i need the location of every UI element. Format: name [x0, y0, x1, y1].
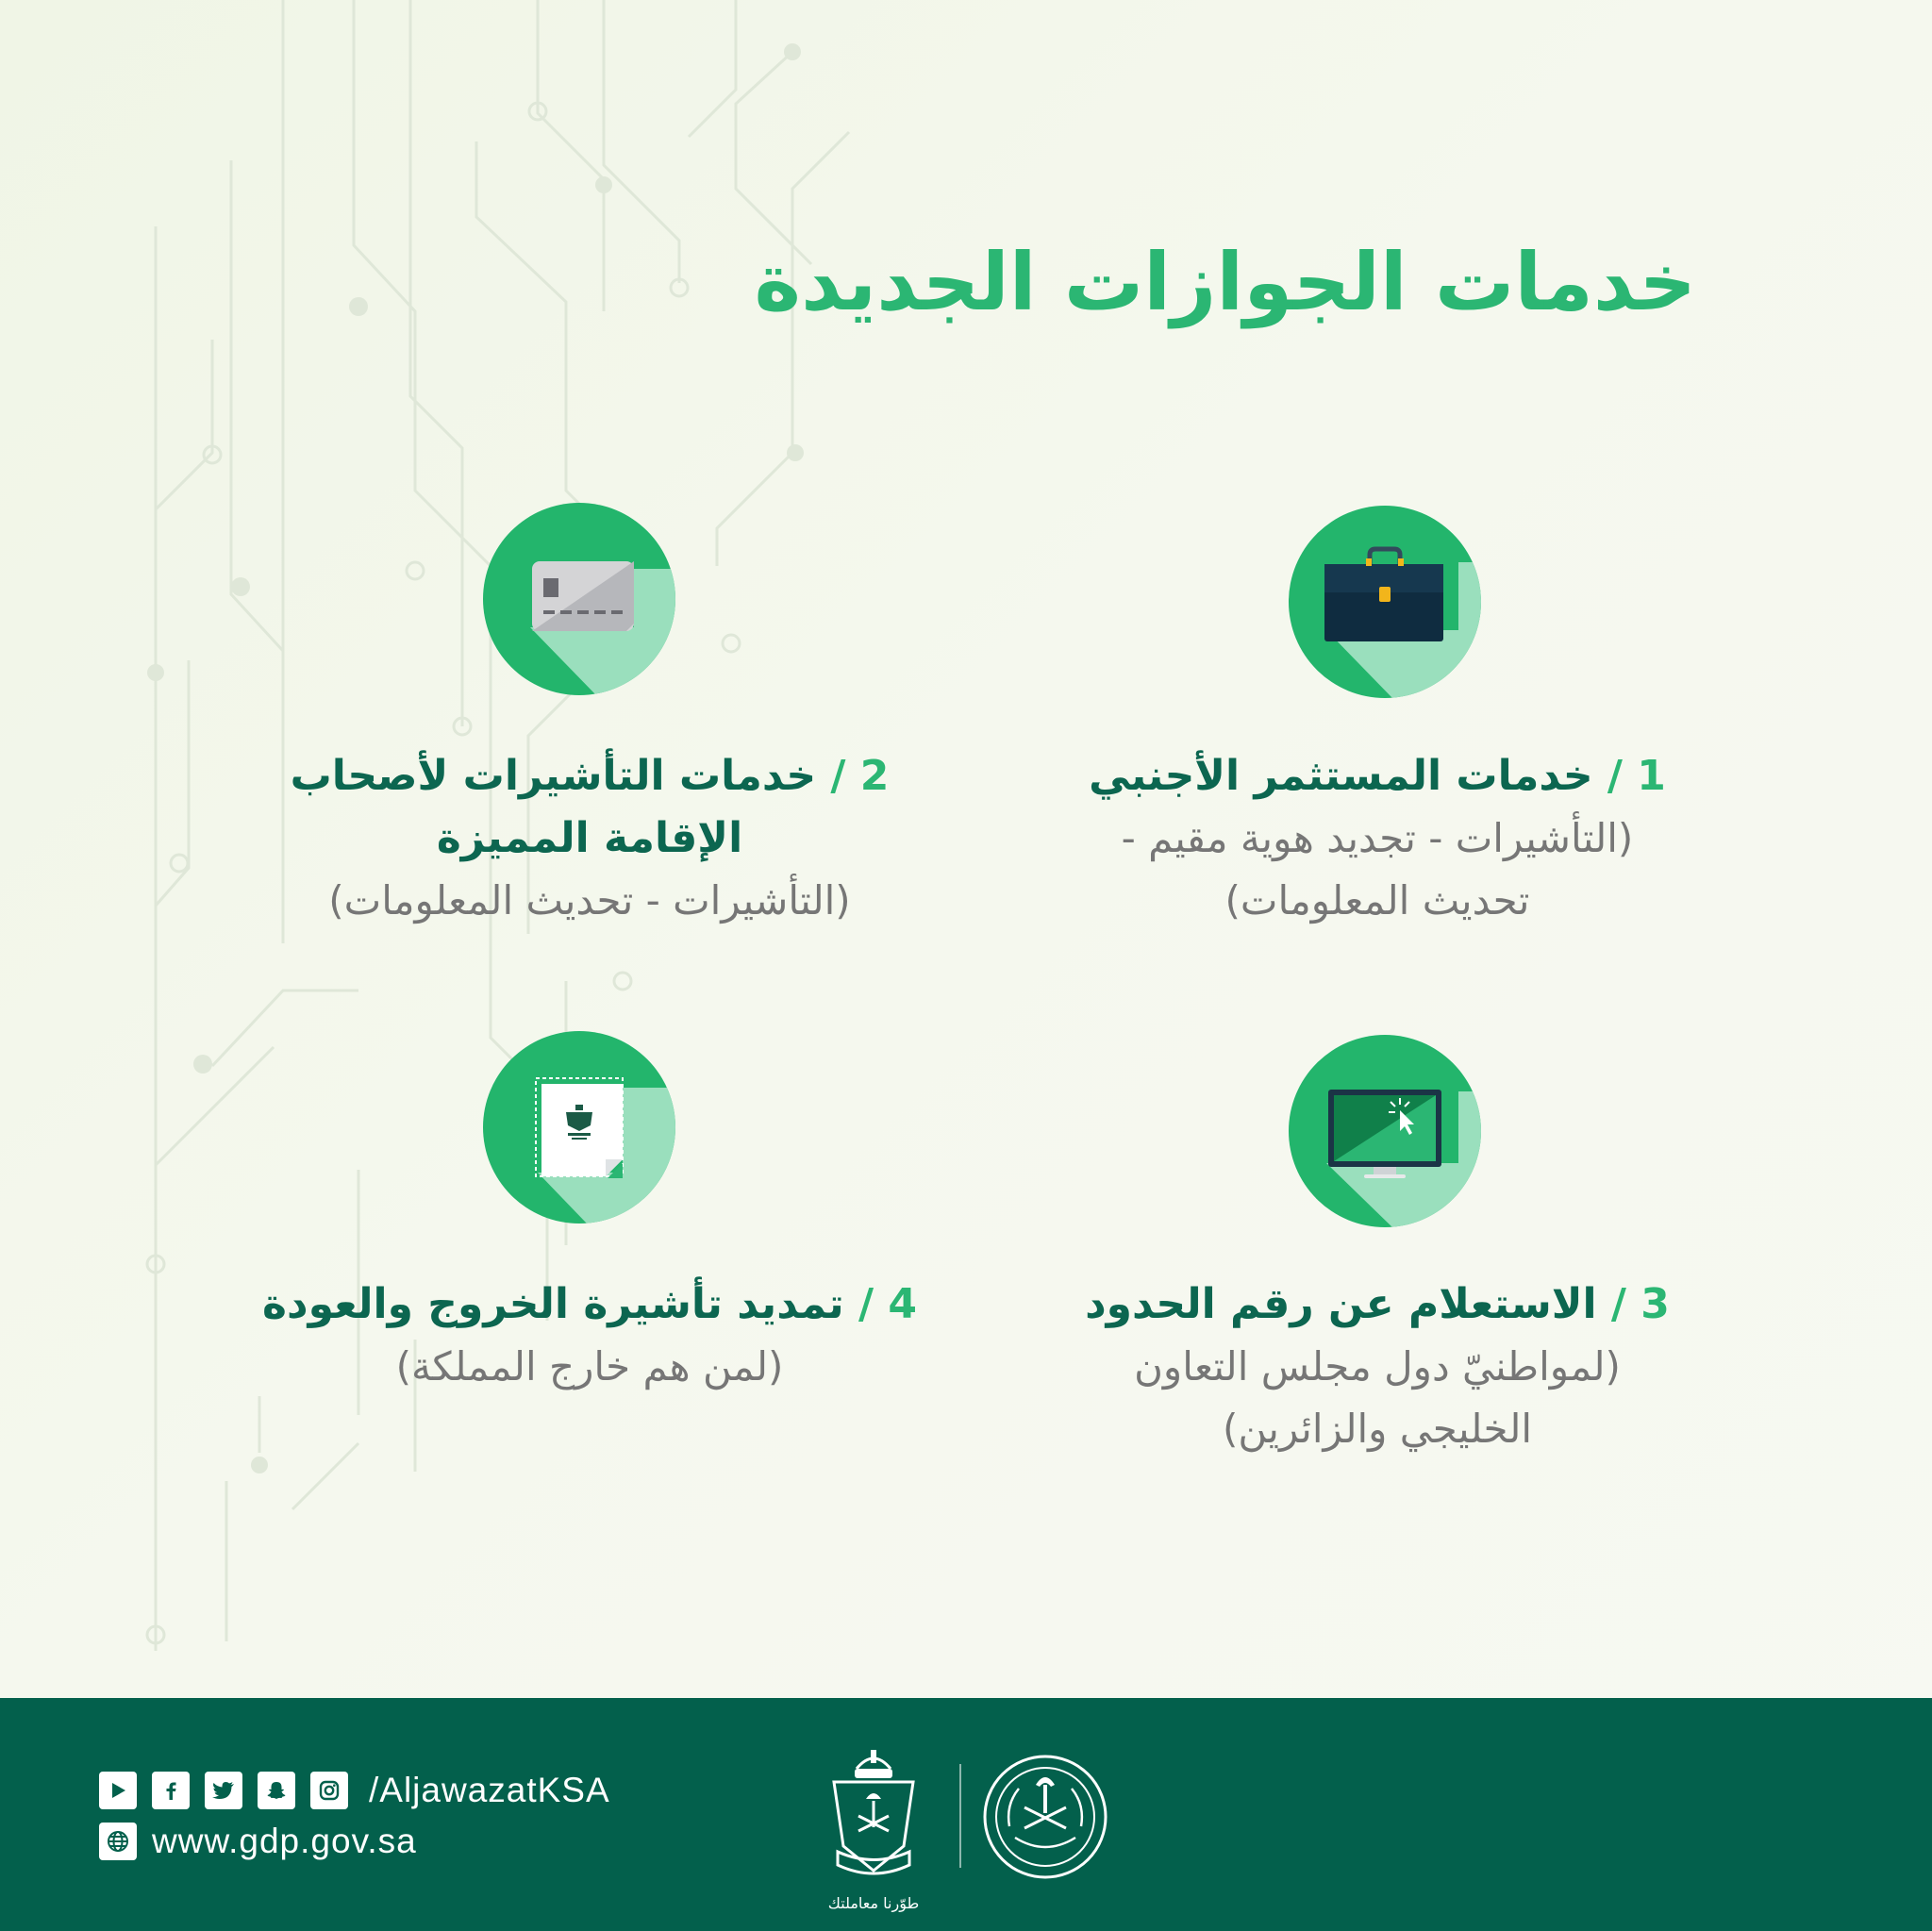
social-links — [99, 1771, 610, 1810]
service-3-desc-line-1: (لمواطنيّ دول مجلس التعاون — [1134, 1343, 1621, 1390]
service-2-title-line-2: الإقامة المميزة — [436, 814, 743, 862]
service-4-desc-line-1: (لمن هم خارج المملكة) — [395, 1343, 784, 1390]
service-4-icon-circle — [483, 1031, 675, 1224]
jawazat-logo-icon — [817, 1740, 930, 1891]
service-1-desc-line-1: (التأشيرات - تجديد هوية مقيم - — [1121, 815, 1634, 861]
service-3-desc-line-2: الخليجي والزائرين) — [1222, 1406, 1533, 1452]
facebook-icon[interactable] — [152, 1772, 190, 1809]
service-1-separator: / — [1592, 752, 1638, 800]
service-3-title-line: الاستعلام عن رقم الحدود — [1085, 1280, 1597, 1328]
footer-bar — [0, 1698, 1932, 1931]
monitor-icon — [1289, 1035, 1481, 1227]
service-4-number: 4 — [888, 1280, 917, 1328]
service-1-title — [1005, 745, 1750, 807]
service-3-title — [1005, 1273, 1750, 1336]
document-icon — [483, 1031, 675, 1224]
service-1-desc-line-2: تحديث المعلومات) — [1224, 877, 1530, 924]
service-2-title — [212, 745, 967, 807]
globe-icon[interactable] — [99, 1823, 137, 1860]
service-1-number: 1 — [1637, 752, 1666, 800]
website-link[interactable]: www.gdp.gov.sa — [152, 1822, 417, 1860]
service-2-icon-circle — [483, 503, 675, 695]
slogan-text: طوّرنا معاملتك — [827, 1894, 920, 1912]
service-2-title-line-1: خدمات التأشيرات لأصحاب — [290, 752, 817, 800]
service-2-card — [212, 745, 967, 932]
social-handle[interactable]: /AljawazatKSA — [369, 1771, 610, 1809]
briefcase-icon — [1289, 506, 1481, 698]
logo-divider — [959, 1764, 961, 1868]
card-icon — [483, 503, 675, 695]
page-title: خدمات الجوازات الجديدة — [754, 236, 1696, 328]
youtube-icon[interactable] — [99, 1772, 137, 1809]
service-3-card — [1005, 1273, 1750, 1460]
service-4-title-line: تمديد تأشيرة الخروج والعودة — [262, 1280, 844, 1328]
service-2-separator: / — [816, 752, 860, 800]
service-3-icon-circle — [1289, 1035, 1481, 1227]
twitter-icon[interactable] — [205, 1772, 242, 1809]
service-1-icon-circle — [1289, 506, 1481, 698]
service-1-card — [1005, 745, 1750, 932]
service-4-card — [212, 1273, 967, 1398]
service-3-number: 3 — [1641, 1280, 1670, 1328]
website-row — [99, 1822, 417, 1861]
ministry-emblem-icon — [981, 1753, 1109, 1881]
service-4-separator: / — [843, 1280, 889, 1328]
service-1-title-line: خدمات المستثمر الأجنبي — [1089, 752, 1593, 800]
service-2-number: 2 — [859, 752, 890, 800]
service-3-separator: / — [1596, 1280, 1641, 1328]
service-4-title — [212, 1273, 967, 1336]
snapchat-icon[interactable] — [258, 1772, 295, 1809]
instagram-icon[interactable] — [310, 1772, 348, 1809]
service-2-desc-line-1: (التأشيرات - تحديث المعلومات) — [328, 877, 851, 924]
